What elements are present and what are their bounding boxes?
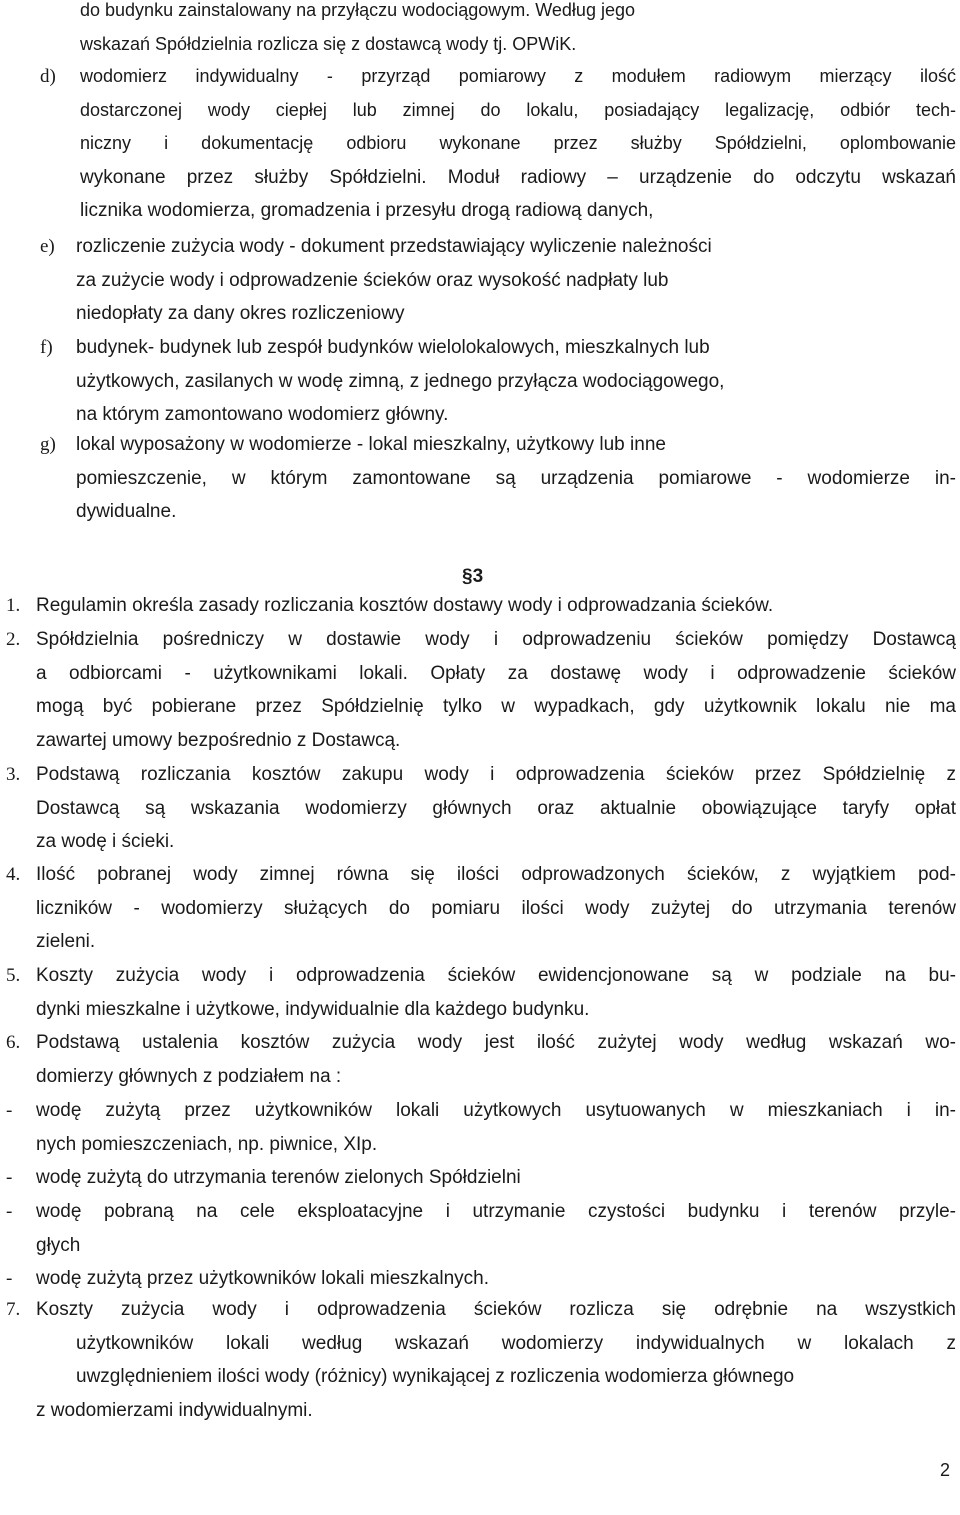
text-line: uwzględnieniem ilości wody (różnicy) wynikającej z rozliczenia wodomierza głównego bbox=[76, 1366, 795, 1388]
list-marker: 5. bbox=[6, 965, 21, 986]
text-line: użytkowych, zasilanych w wodę zimną, z jednego przyłącza wodociągowego, bbox=[76, 370, 725, 392]
text-line: na którym zamontowano wodomierz główny. bbox=[76, 404, 449, 426]
list-marker: - bbox=[6, 1100, 13, 1121]
text-line: a odbiorcami - użytkownikami lokali. Opłaty za dostawę wody i odprowadzenie ścieków bbox=[36, 662, 956, 684]
text-line: licznika wodomierza, gromadzenia i przesyłu drogą radiową danych, bbox=[80, 200, 654, 222]
text-line: Dostawcą są wskazania wodomierzy głównych oraz aktualnie obowiązujące taryfy opłat bbox=[36, 797, 956, 819]
text-line: nych pomieszczeniach, np. piwnice, XIp. bbox=[36, 1133, 378, 1155]
list-marker: 6. bbox=[6, 1032, 21, 1053]
text-line: Koszty zużycia wody i odprowadzenia ścieków ewidencjonowane są w podziale na bu- bbox=[36, 965, 956, 986]
list-marker: 4. bbox=[6, 864, 21, 885]
text-line: dynki mieszkalne i użytkowe, indywidualnie dla każdego budynku. bbox=[36, 998, 590, 1020]
list-marker: - bbox=[6, 1268, 13, 1289]
text-line: dostarczonej wody ciepłej lub zimnej do lokalu, posiadający legalizację, odbiór tech- bbox=[80, 99, 956, 120]
text-line: do budynku zainstalowany na przyłączu wodociągowym. Według jego bbox=[80, 0, 635, 20]
list-marker: 1. bbox=[6, 595, 21, 616]
list-marker: d) bbox=[40, 66, 56, 87]
list-marker: 2. bbox=[6, 629, 21, 650]
text-line: niczny i dokumentację odbioru wykonane przez służby Spółdzielni, oplombowanie bbox=[80, 133, 956, 154]
text-line: wodę pobraną na cele eksploatacyjne i utrzymanie czystości budynku i terenów przyle- bbox=[36, 1201, 956, 1222]
text-line: wodę zużytą przez użytkowników lokali mieszkalnych. bbox=[36, 1268, 490, 1289]
text-line: liczników - wodomierzy służących do pomiaru ilości wody zużytej do utrzymania terenów bbox=[36, 897, 956, 919]
text-line: mogą być pobierane przez Spółdzielnię tylko w wypadkach, gdy użytkownik lokalu nie ma bbox=[36, 696, 956, 718]
text-line: użytkowników lokali według wskazań wodomierzy indywidualnych w lokalach z bbox=[76, 1332, 956, 1354]
text-line: pomieszczenie, w którym zamontowane są urządzenia pomiarowe - wodomierze in- bbox=[76, 467, 956, 489]
text-line: domierzy głównych z podziałem na : bbox=[36, 1065, 342, 1087]
text-line: z wodomierzami indywidualnymi. bbox=[36, 1399, 313, 1421]
list-marker: e) bbox=[40, 236, 55, 257]
list-marker: - bbox=[6, 1201, 13, 1222]
text-line: dywidualne. bbox=[76, 501, 177, 523]
list-marker: 3. bbox=[6, 764, 21, 785]
text-line: Spółdzielnia pośredniczy w dostawie wody i odprowadzeniu ścieków pomiędzy Dostawcą bbox=[36, 629, 956, 650]
list-marker: f) bbox=[40, 337, 53, 358]
text-line: budynek- budynek lub zespół budynków wielolokalowych, mieszkalnych lub bbox=[76, 337, 710, 358]
text-line: wodomierz indywidualny - przyrząd pomiarowy z modułem radiowym mierzący ilość bbox=[80, 66, 956, 86]
text-line: wykonane przez służby Spółdzielni. Moduł radiowy – urządzenie do odczytu wskazań bbox=[80, 166, 956, 188]
text-line: wskazań Spółdzielnia rozlicza się z dostawcą wody tj. OPWiK. bbox=[80, 33, 577, 54]
list-marker: g) bbox=[40, 434, 56, 455]
section-heading: §3 bbox=[462, 566, 484, 587]
text-line: niedopłaty za dany okres rozliczeniowy bbox=[76, 303, 405, 325]
text-line: wodę zużytą do utrzymania terenów zielonych Spółdzielni bbox=[36, 1167, 521, 1188]
text-line: głych bbox=[36, 1234, 81, 1256]
text-line: wodę zużytą przez użytkowników lokali użytkowych usytuowanych w mieszkaniach i in- bbox=[36, 1100, 956, 1121]
list-marker: - bbox=[6, 1167, 13, 1188]
text-line: lokal wyposażony w wodomierze - lokal mieszkalny, użytkowy lub inne bbox=[76, 434, 666, 455]
text-line: Podstawą ustalenia kosztów zużycia wody jest ilość zużytej wody według wskazań wo- bbox=[36, 1032, 956, 1053]
text-line: za wodę i ścieki. bbox=[36, 831, 175, 853]
text-line: Regulamin określa zasady rozliczania kosztów dostawy wody i odprowadzania ścieków. bbox=[36, 595, 774, 616]
text-line: za zużycie wody i odprowadzenie ścieków oraz wysokość nadpłaty lub bbox=[76, 269, 669, 291]
text-line: rozliczenie zużycia wody - dokument przedstawiający wyliczenie należności bbox=[76, 236, 712, 257]
text-line: Podstawą rozliczania kosztów zakupu wody i odprowadzenia ścieków przez Spółdzielnię z bbox=[36, 764, 956, 785]
text-line: Ilość pobranej wody zimnej równa się ilości odprowadzonych ścieków, z wyjątkiem pod- bbox=[36, 864, 956, 885]
text-line: zieleni. bbox=[36, 931, 96, 953]
text-line: zawartej umowy bezpośrednio z Dostawcą. bbox=[36, 729, 401, 751]
list-marker: 7. bbox=[6, 1299, 21, 1320]
page-number: 2 bbox=[940, 1460, 951, 1480]
text-line: Koszty zużycia wody i odprowadzenia ścieków rozlicza się odrębnie na wszystkich bbox=[36, 1299, 956, 1320]
